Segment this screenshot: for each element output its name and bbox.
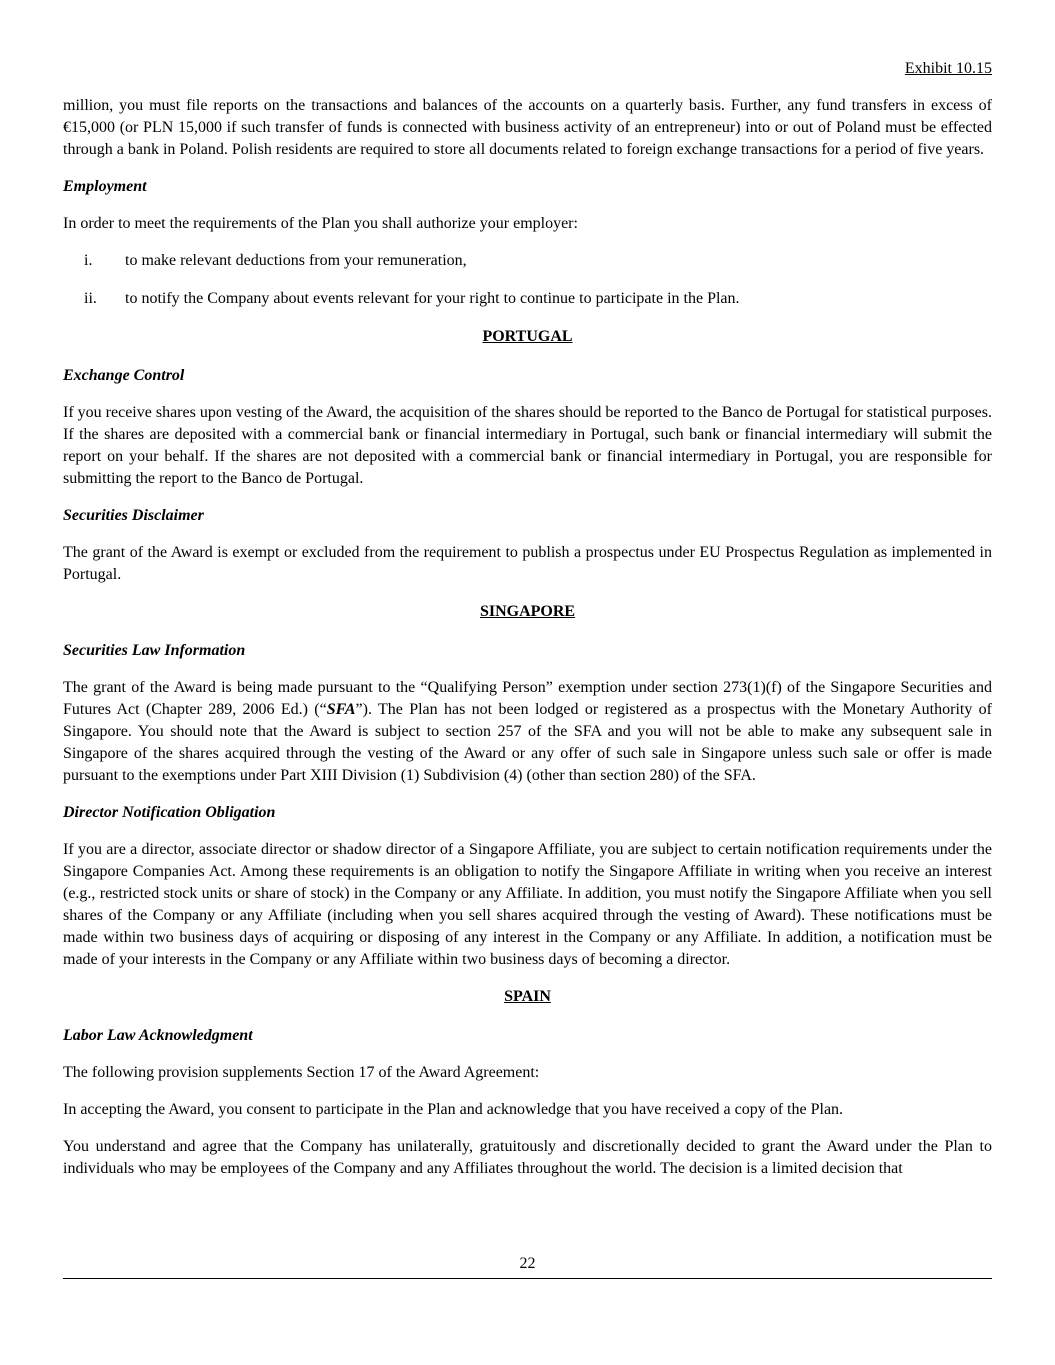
securities-law-paragraph-part2: ”). The Plan has not been lodged or registered as a prospectus with the Monetary Authority of Singapore. You should note that the Award is subject to section 257 of the SFA and you will not be able to make any subsequent sale in Singapore of the shares acquired through the vesting of the Award or any offer of such sale in Singapore unless such sale or offer is made pursuant to the exemptions under Part XIII Division (1) Subdivision (4) (other than section 280) of the SFA.: [63, 701, 993, 784]
section-title-spain: [63, 986, 992, 1008]
list-marker: ii.: [84, 290, 97, 307]
labor-law-paragraph-2: In accepting the Award, you consent to participate in the Plan and acknowledge that you have received a copy of the Plan.: [63, 1101, 844, 1118]
exhibit-label: [63, 58, 992, 80]
labor-law-paragraph-1: The following provision supplements Section 17 of the Award Agreement:: [63, 1064, 540, 1081]
page-number: 22: [519, 1255, 536, 1272]
poland-continuation-paragraph: million, you must file reports on the transactions and balances of the accounts on a quarterly basis. Further, any fund transfers in excess of €15,000 (or PLN 15,000 if such transfer of funds is connected with business activity of an entrepreneur) into or out of Poland must be effected through a bank in Poland. Polish residents are required to store all documents related to foreign exchange transactions for a period of five years.: [63, 97, 992, 158]
securities-law-paragraph-part1: The grant of the Award is being made pursuant to the “Qualifying Person” exemption under section 273(1)(f) of the Singapore Securities and Futures Act (Chapter 289, 2006 Ed.) (“: [63, 679, 992, 718]
section-title-spain-text: SPAIN: [504, 988, 551, 1005]
exhibit-label-text: Exhibit 10.15: [904, 60, 992, 77]
section-title-singapore: [63, 601, 992, 623]
exchange-control-heading: Exchange Control: [63, 367, 185, 384]
securities-disclaimer-heading: Securities Disclaimer: [63, 507, 204, 524]
list-marker: i.: [84, 252, 93, 269]
page-footer: [63, 1253, 992, 1279]
section-title-portugal-text: PORTUGAL: [482, 328, 573, 345]
section-title-singapore-text: SINGAPORE: [479, 603, 576, 620]
securities-disclaimer-paragraph: The grant of the Award is exempt or excluded from the requirement to publish a prospectus under EU Prospectus Regulation as implemented in Portugal.: [63, 544, 992, 583]
list-item-employment-2: [63, 288, 992, 310]
director-notification-heading: Director Notification Obligation: [63, 804, 276, 821]
exchange-control-paragraph: If you receive shares upon vesting of the Award, the acquisition of the shares should be reported to the Banco de Portugal for statistical purposes. If the shares are deposited with a commercial bank or financial intermediary in Portugal, such bank or financial intermediary will submit the report on your behalf. If the shares are not deposited with a commercial bank or financial intermediary in Portugal, you are responsible for submitting the report to the Banco de Portugal.: [63, 404, 992, 487]
employment-heading: Employment: [63, 178, 147, 195]
list-item-employment-1: [63, 250, 992, 272]
director-notification-paragraph: If you are a director, associate director or shadow director of a Singapore Affiliate, you are subject to certain notification requirements under the Singapore Companies Act. Among these requirements is an obligation to notify the Singapore Affiliate in writing when you receive an interest (e.g., restricted stock units or share of stock) in the Company or any Affiliate. In addition, you must notify the Singapore Affiliate when you sell shares of the Company or any Affiliate (including when you sell shares acquired through the vesting of Award). These notifications must be made within two business days of acquiring or disposing of any interest in the Company or any Affiliate. In addition, a notification must be made of your interests in the Company or any Affiliate within two business days of becoming a director.: [63, 841, 992, 968]
list-item-text: to notify the Company about events relevant for your right to continue to participate in the Plan.: [125, 290, 740, 307]
sfa-term: SFA: [326, 701, 356, 718]
footer-rule: [63, 1278, 992, 1279]
securities-law-paragraph: [63, 677, 992, 787]
labor-law-paragraph-3: You understand and agree that the Company has unilaterally, gratuitously and discretionally decided to grant the Award under the Plan to individuals who may be employees of the Company and any Affiliates throughout the world. The decision is a limited decision that: [63, 1138, 992, 1177]
securities-law-heading: Securities Law Information: [63, 642, 246, 659]
employment-intro-paragraph: In order to meet the requirements of the Plan you shall authorize your employer:: [63, 215, 578, 232]
list-item-text: to make relevant deductions from your remuneration,: [125, 252, 467, 269]
section-title-portugal: [63, 326, 992, 348]
labor-law-heading: Labor Law Acknowledgment: [63, 1027, 253, 1044]
